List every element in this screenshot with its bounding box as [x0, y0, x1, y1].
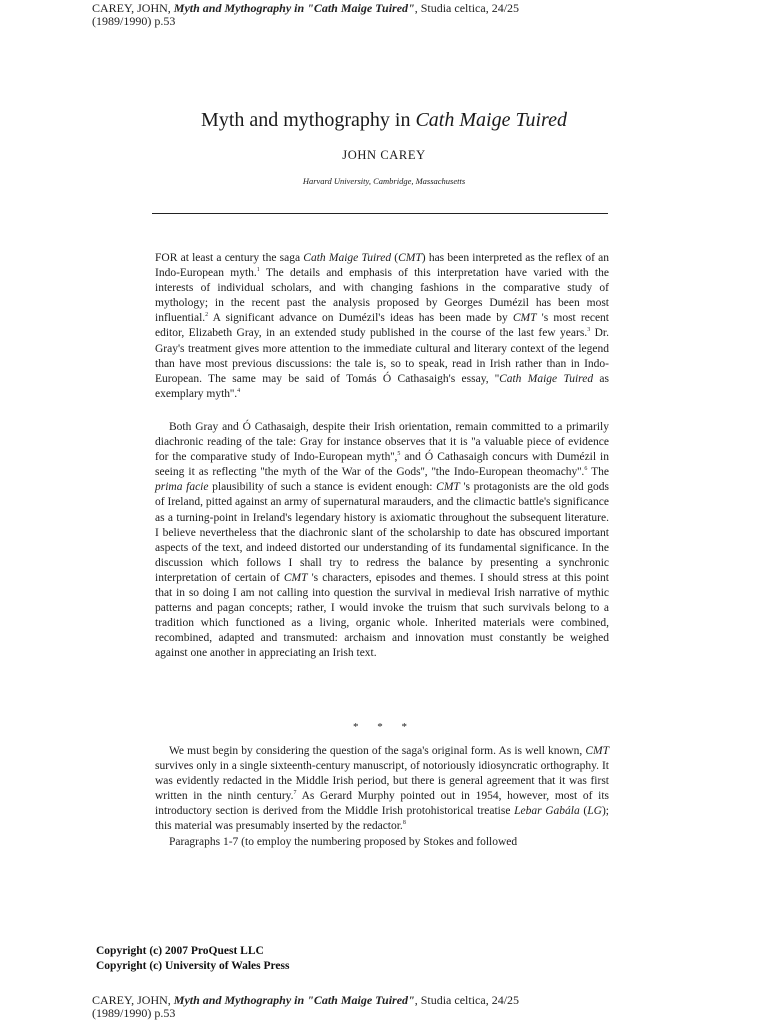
paragraph-3: [155, 744, 609, 850]
footnote-marker: 5: [397, 451, 401, 458]
text-run: The details and emphasis of this interpretation have varied with the interests of individual scholars, and with changing fashions in the comparative study of mythology; in the recent past the analysis proposed by Georges Dumézil has been most influential.: [155, 267, 609, 325]
text-run: As Gerard Murphy pointed out in 1954, however, most of its introductory section is derived from the Middle Irish protohistorical treatise: [155, 790, 609, 818]
text-run: (: [579, 805, 588, 818]
footnote-marker: 2: [205, 312, 209, 319]
citation-source: , Studia celtica, 24/25: [414, 1, 520, 15]
text-run: 's most recent editor, Elizabeth Gray, in an extended study published in the course of the last few years.: [155, 312, 609, 340]
article-affiliation: Harvard University, Cambridge, Massachusetts: [302, 176, 466, 186]
footnote-marker: 6: [584, 466, 588, 473]
text-run: survives only in a single sixteenth-century manuscript, of notoriously idiosyncratic orthography. It was evidently redacted in the Middle Irish period, but there is general agreement that it was first written in the ninth century.: [155, 760, 609, 803]
text-run: as exemplary myth''.: [155, 372, 609, 400]
text-run: and Ó Cathasaigh concurs with Dumézil in seeing it as reflecting ''the myth of the War of the Gods'', ''the Indo-European theomachy''.: [155, 451, 610, 479]
citation-author: CAREY, JOHN,: [92, 993, 171, 1007]
section-separator: * * *: [353, 721, 415, 733]
text-run: Both Gray and Ó Cathasaigh, despite their Irish orientation, remain committed to a primarily diachronic reading of the tale: Gray for instance observes that it is ''a valuable piece of evidence for the comparative study of Indo-European myth'',: [155, 421, 609, 464]
text-run: A significant advance on Dumézil's ideas has been made by: [208, 312, 513, 325]
copyright-notice: [96, 944, 289, 974]
citation-year-page: (1989/1990) p.53: [92, 14, 176, 28]
text-run: F: [155, 252, 162, 264]
text-run: 's protagonists are the old gods of Ireland, pitted against an army of supernatural marauders, and the climactic battle's significance as a turning-point in Ireland's legendary history is axiomatic throughout the subsequent literature. I believe nevertheless that the diachronic slant of the scholarship to date has obscured important aspects of the text, and indeed distorted our understanding of its fundamental significance. In the discussion which follows I shall try to redress the balance by presenting a synchronic interpretation of certain of: [155, 481, 609, 584]
article-author: JOHN CAREY: [342, 148, 426, 162]
citation-author: CAREY, JOHN,: [92, 1, 171, 15]
footnote-marker: 1: [256, 267, 260, 274]
text-run: plausibility of such a stance is evident enough:: [208, 481, 437, 494]
footnote-marker: 3: [587, 327, 591, 334]
text-run: Paragraphs 1-7 (to employ the numbering proposed by Stokes and followed: [169, 835, 518, 848]
article-title-plain: Myth and mythography in: [201, 109, 416, 131]
article-title-italic: Cath Maige Tuired: [415, 109, 567, 131]
footnote-marker: 8: [402, 820, 406, 827]
text-run: The: [587, 466, 609, 479]
text-run: Dr. Gray's treatment gives more attention to the immediate cultural and literary context of the legend than have most previous discussions: the tale is, so to speak, read in Irish rather than in Indo-European. The same may be said of Tomás Ó Cathasaigh's essay, '': [155, 327, 609, 385]
paragraph-1: [155, 251, 609, 402]
italic-run: Cath Maige Tuired: [499, 372, 594, 385]
citation-title: Myth and Mythography in "Cath Maige Tuired": [173, 993, 415, 1007]
article-title: [0, 108, 768, 132]
copyright-line-1: Copyright (c) 2007 ProQuest LLC: [96, 945, 264, 957]
paragraph-3-text: [155, 744, 609, 835]
footnote-marker: 4: [237, 388, 241, 395]
italic-run: CMT: [585, 745, 609, 757]
copyright-line-2: Copyright (c) University of Wales Press: [96, 960, 290, 972]
paragraph-4-text: [155, 835, 609, 850]
paragraph-2: [155, 420, 609, 662]
text-run: ) has been interpreted as the reflex of an Indo-European myth.: [155, 252, 609, 280]
text-run: We must begin by considering the question of the saga's original form. As is well known,: [169, 745, 586, 757]
citation-source: , Studia celtica, 24/25: [414, 993, 520, 1007]
italic-run: LG: [587, 805, 602, 818]
citation-title: Myth and Mythography in "Cath Maige Tuired": [173, 1, 415, 15]
italic-run: Cath Maige Tuired: [303, 252, 392, 264]
text-run: (: [391, 252, 399, 264]
text-run: ); this material was presumably inserted by the redactor.: [155, 805, 609, 833]
italic-run: Lebar Gabála: [514, 805, 580, 818]
footnote-marker: 7: [293, 790, 297, 797]
citation-footer: [92, 994, 732, 1020]
citation-year-page: (1989/1990) p.53: [92, 1006, 176, 1020]
text-run: 's characters, episodes and themes. I should stress at this point that in so doing I am not calling into question the survival in medieval Irish narrative of mythic patterns and pagan concepts; rather, I would invoke the truism that such survivals belong to a tradition which functioned as a living, organic whole. Inherited materials were combined, recombined, adapted and transmuted: archaism and innovation must constantly be weighed against one another in appreciating an Irish text.: [155, 571, 610, 660]
text-run: OR at least a century the saga: [161, 252, 304, 264]
italic-run: CMT: [398, 252, 422, 264]
title-rule: [152, 213, 608, 214]
italic-run: prima facie: [155, 481, 209, 494]
citation-header: [92, 2, 732, 28]
italic-run: CMT: [283, 571, 308, 584]
italic-run: CMT: [512, 312, 537, 325]
italic-run: CMT: [436, 481, 460, 494]
